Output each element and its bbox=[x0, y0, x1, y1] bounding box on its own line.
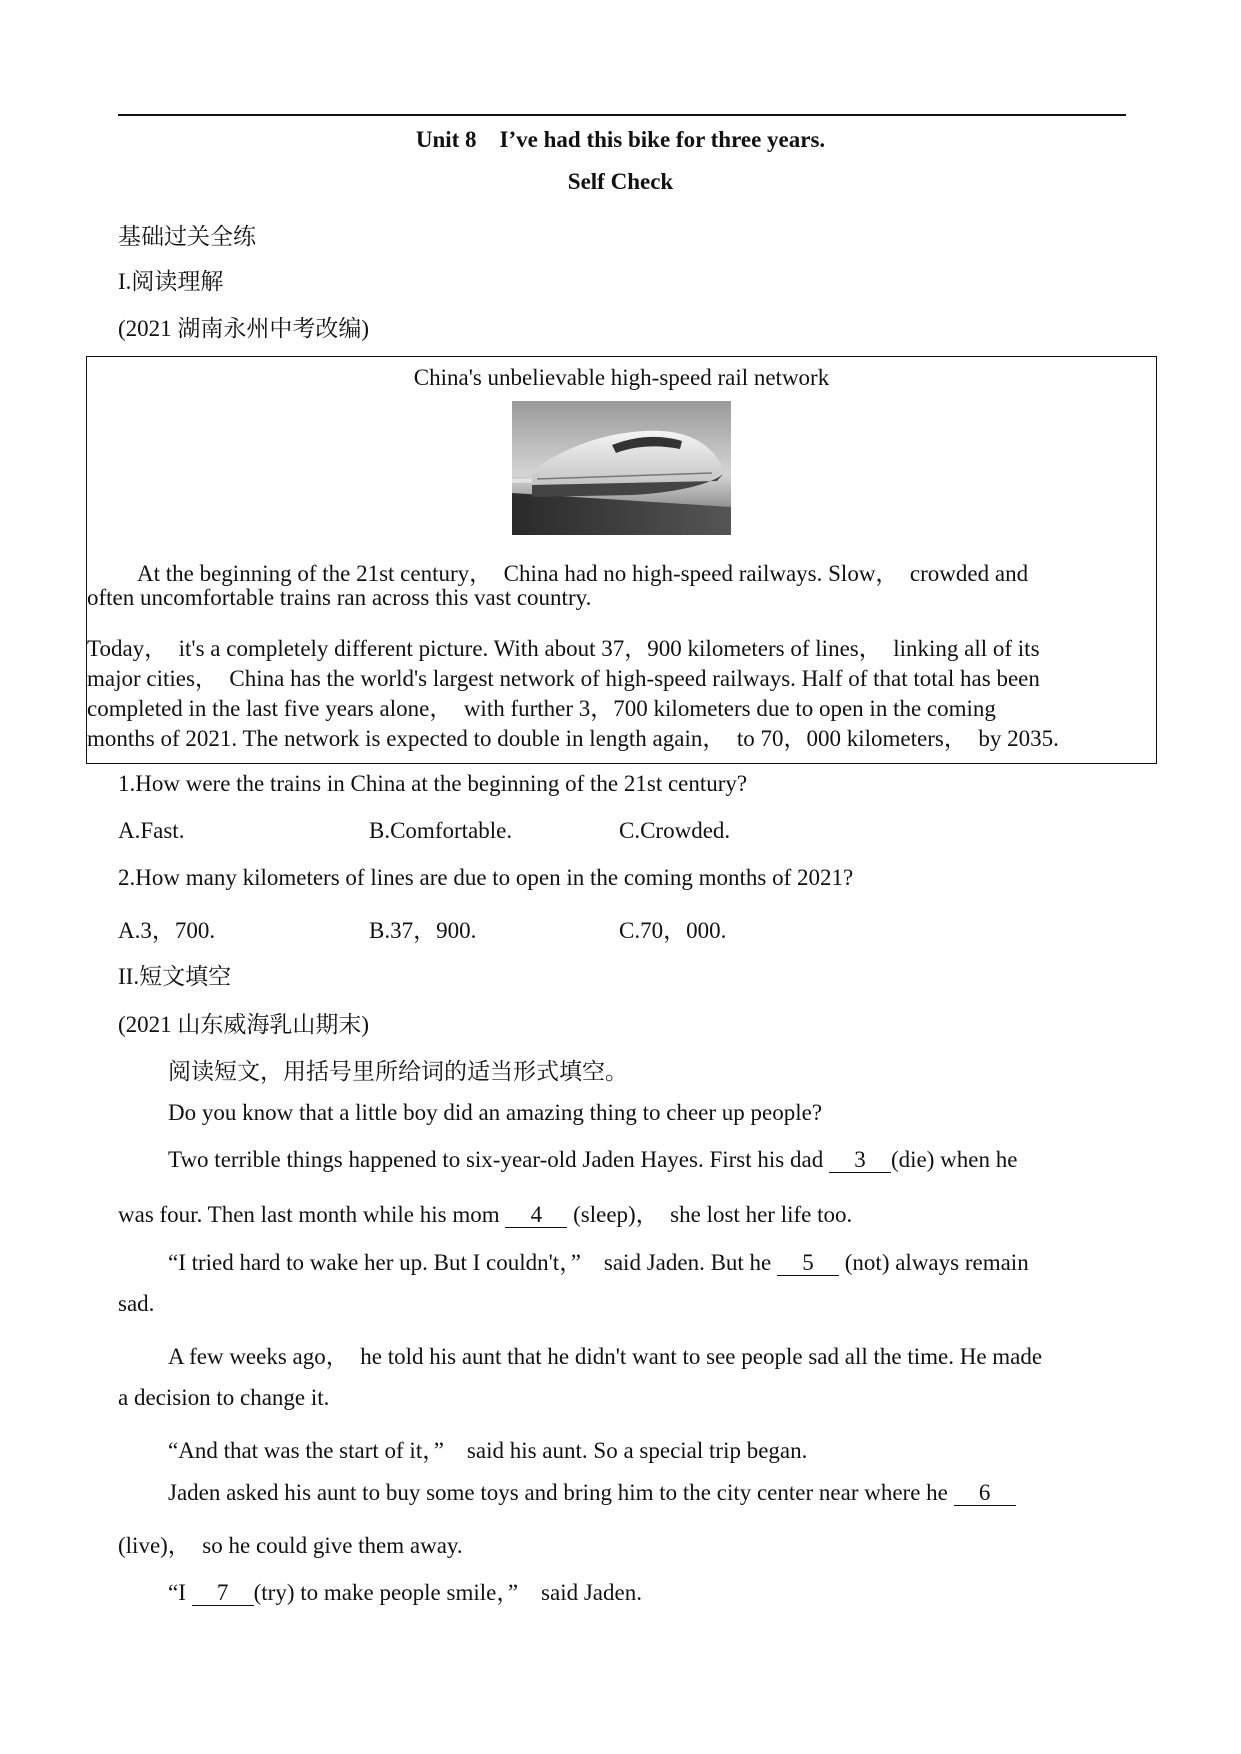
passage-title: China's unbelievable high-speed rail network bbox=[413, 365, 830, 390]
cloze-line-6: A few weeks ago， he told his aunt that he didn't want to see people sad all the time. He made bbox=[168, 1344, 1043, 1369]
passage-line-3: Today， it's a completely different picture. With about 37，900 kilometers of lines， linking all of its bbox=[87, 636, 1040, 661]
q1-option-c: C.Crowded. bbox=[619, 818, 731, 843]
cloze-text: Two terrible things happened to six-year-old Jaden Hayes. First his dad bbox=[168, 1147, 829, 1172]
cloze-line-2 bbox=[168, 1147, 1017, 1173]
cloze-line-8: “And that was the start of it，” said his aunt. So a special trip began. bbox=[168, 1438, 808, 1463]
blank-3: 3 bbox=[829, 1148, 891, 1173]
cloze-line-7: a decision to change it. bbox=[118, 1385, 330, 1410]
cloze-text: “I tried hard to wake her up. But I couldn't，” said Jaden. But he bbox=[168, 1250, 778, 1275]
blank-5: 5 bbox=[777, 1251, 839, 1276]
part2-source: (2021 山东威海乳山期末) bbox=[118, 1012, 370, 1037]
part2-heading: II.短文填空 bbox=[118, 964, 232, 989]
cloze-text: “I bbox=[168, 1580, 192, 1605]
top-rule bbox=[118, 114, 1126, 116]
section-title: Self Check bbox=[567, 169, 674, 194]
cloze-line-9 bbox=[168, 1480, 1016, 1506]
cloze-text: (die) when he bbox=[890, 1147, 1018, 1172]
cloze-line-4 bbox=[168, 1244, 1029, 1277]
blank-6: 6 bbox=[954, 1481, 1016, 1506]
section-basic-heading: 基础过关全练 bbox=[118, 224, 256, 249]
reading-passage-box bbox=[86, 356, 1157, 764]
part2-instruction: 阅读短文，用括号里所给词的适当形式填空。 bbox=[168, 1059, 628, 1084]
q2-option-a: A.3，700. bbox=[118, 918, 216, 943]
cloze-text: (sleep)， she lost her life too. bbox=[567, 1202, 853, 1227]
part1-source: (2021 湖南永州中考改编) bbox=[118, 316, 370, 341]
cloze-text: (try) to make people smile，” said Jaden. bbox=[253, 1580, 642, 1605]
cloze-line-11 bbox=[168, 1574, 642, 1607]
blank-4: 4 bbox=[505, 1203, 567, 1228]
cloze-text: Jaden asked his aunt to buy some toys and bring him to the city center near where he bbox=[168, 1480, 954, 1505]
question-1: 1.How were the trains in China at the beginning of the 21st century? bbox=[118, 771, 748, 796]
cloze-line-1: Do you know that a little boy did an amazing thing to cheer up people? bbox=[168, 1100, 823, 1125]
q2-option-c: C.70，000. bbox=[619, 918, 727, 943]
passage-line-1: At the beginning of the 21st century， China had no high-speed railways. Slow， crowded and bbox=[137, 561, 1029, 586]
passage-line-6: months of 2021. The network is expected to double in length again， to 70，000 kilometers， by 2035. bbox=[87, 726, 1059, 751]
part1-heading: I.阅读理解 bbox=[118, 269, 224, 294]
blank-7: 7 bbox=[192, 1581, 254, 1606]
question-2: 2.How many kilometers of lines are due to open in the coming months of 2021? bbox=[118, 865, 854, 890]
cloze-text: was four. Then last month while his mom bbox=[118, 1202, 506, 1227]
high-speed-train-image bbox=[512, 401, 731, 535]
q2-option-b: B.37，900. bbox=[369, 918, 477, 943]
cloze-line-10: (live)， so he could give them away. bbox=[118, 1533, 463, 1558]
cloze-line-3 bbox=[118, 1196, 852, 1229]
q1-option-b: B.Comfortable. bbox=[369, 818, 513, 843]
passage-line-4: major cities， China has the world's largest network of high-speed railways. Half of that total has been bbox=[87, 666, 1040, 691]
unit-title: Unit 8 I’ve had this bike for three years. bbox=[415, 127, 826, 152]
q1-option-a: A.Fast. bbox=[118, 818, 185, 843]
cloze-text: (not) always remain bbox=[839, 1250, 1029, 1275]
passage-line-5: completed in the last five years alone， with further 3，700 kilometers due to open in the coming bbox=[87, 696, 996, 721]
passage-line-2: often uncomfortable trains ran across this vast country. bbox=[87, 585, 592, 610]
cloze-line-5: sad. bbox=[118, 1291, 155, 1316]
